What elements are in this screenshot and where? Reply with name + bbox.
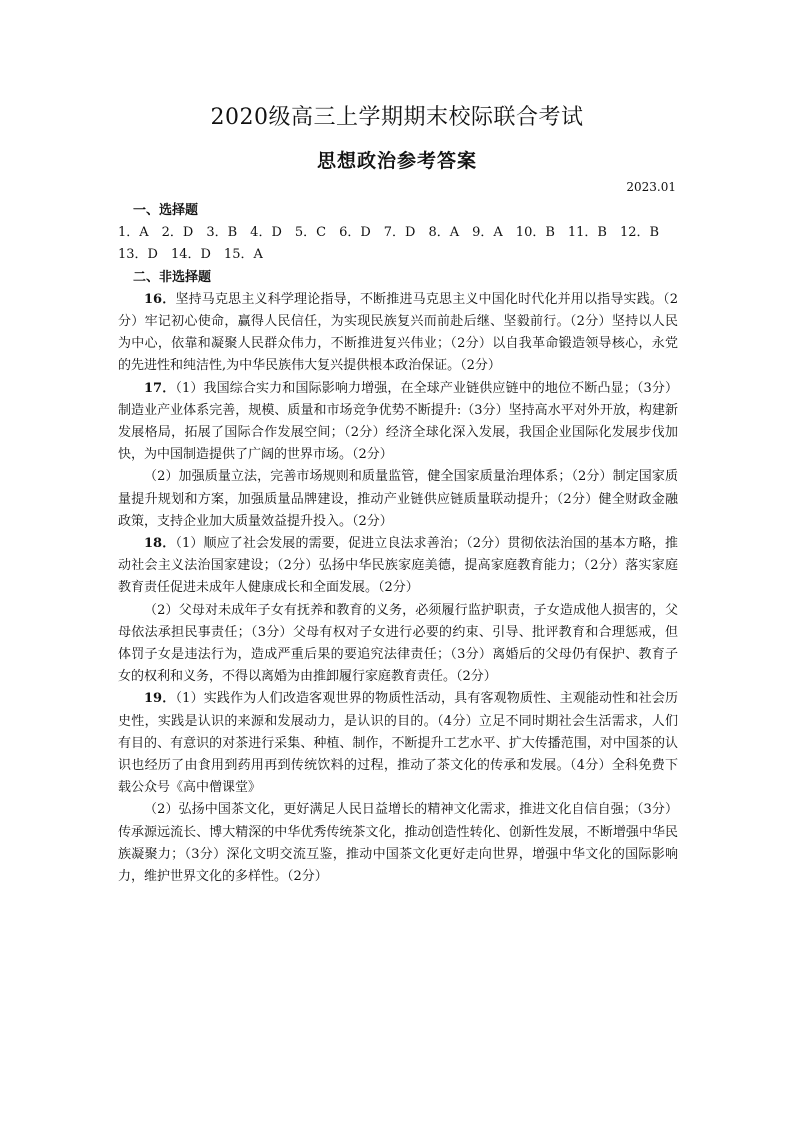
question-number: 19． — [144, 691, 176, 707]
question-number: 18． — [144, 536, 176, 552]
exam-date: 2023.01 — [626, 180, 676, 194]
question-18-part-2-answer: （2）父母对未成年子女有抚养和教育的义务，必须履行监护职责，子女造成他人损害的，父母依法承担民事责任；（3分）父母有权对子女进行必要的约束、引导、批评教育和合理惩戒，但体罚子女是违法行为，造成严重后果的要追究法律责任；（3分）离婚后的父母仍有保护、教育子女的权利和义务，不得以离婚为由推卸履行家庭教育责任。（2分） — [118, 602, 678, 685]
page-subtitle: 思想政治参考答案 — [316, 150, 477, 172]
question-19-part-2-answer: （2）弘扬中国茶文化，更好满足人民日益增长的精神文化需求，推进文化自信自强；（3分）传承源远流长、博大精深的中华优秀传统茶文化，推动创造性转化、创新性发展，不断增强中华民族凝聚力；（3分）深化文明交流互鉴，推动中国茶文化更好走向世界，增强中华文化的国际影响力，维护世界文化的多样性。（2分） — [118, 802, 678, 885]
question-number: 16． — [144, 291, 176, 307]
question-number: 17． — [144, 380, 176, 396]
choice-answers-line-1: 1．A 2．D 3．B 4．D 5．C 6．D 7．D 8．A 9．A 10．B 11．B 12．B — [118, 225, 660, 241]
choice-answers-line-2: 13．D 14．D 15．A — [118, 247, 263, 263]
answer-text: 坚持马克思主义科学理论指导，不断推进马克思主义中国化时代化并用以指导实践。（2分）牢记初心使命，赢得人民信任，为实现民族复兴而前赴后继、坚毅前行。（2分）坚持以人民为中心，依靠和凝聚人民群众伟力，不断推进复兴伟业；（2分）以自我革命锻造领导核心，永党的先进性和纯洁性,为中华民族伟大复兴提供根本政治保证。（2分） — [118, 291, 678, 374]
question-17-part-2-answer: （2）加强质量立法，完善市场规则和质量监管，健全国家质量治理体系；（2分）制定国家质量提升规划和方案，加强质量品牌建设，推动产业链供应链质量联动提升；（2分）健全财政金融政策，支持企业加大质量效益提升投入。（2分） — [118, 469, 678, 529]
page-title: 2020级高三上学期期末校际联合考试 — [210, 105, 584, 130]
answer-text: （1）实践作为人们改造客观世界的物质性活动，具有客观物质性、主观能动性和社会历史性，实践是认识的来源和发展动力，是认识的目的。（4分）立足不同时期社会生活需求，人们有目的、有意识的对茶进行采集、种植、制作，不断提升工艺水平、扩大传播范围，对中国茶的认识也经历了由食用到药用再到传统饮料的过程，推动了茶文化的传承和发展。（4分）全科免费下载公众号《高中僧课堂》 — [118, 691, 678, 796]
question-18-part-1-answer — [118, 533, 678, 600]
answer-content — [118, 200, 678, 888]
section-heading-nonchoice: 二、非选择题 — [133, 269, 212, 285]
question-16-answer — [118, 289, 678, 378]
question-17-part-1-answer — [118, 378, 678, 467]
section-heading-choice: 一、选择题 — [133, 203, 199, 218]
answer-text: （1）顺应了社会发展的需要，促进立良法求善治；（2分）贯彻依法治国的基本方略，推动社会主义法治国家建设；（2分）弘扬中华民族家庭美德，提高家庭教育能力；（2分）落实家庭教育责任促进未成年人健康成长和全面发展。（2分） — [118, 536, 678, 596]
question-19-part-1-answer — [118, 688, 678, 799]
answer-text: （1）我国综合实力和国际影响力增强，在全球产业链供应链中的地位不断凸显；（3分）制造业产业体系完善，规模、质量和市场竞争优势不断提升:（3分）坚持高水平对外开放，构建新发展格局，拓展了国际合作发展空间；（2分）经济全球化深入发展，我国企业国际化发展步伐加快，为中国制造提供了广阔的世界市场。（2分） — [118, 380, 678, 463]
